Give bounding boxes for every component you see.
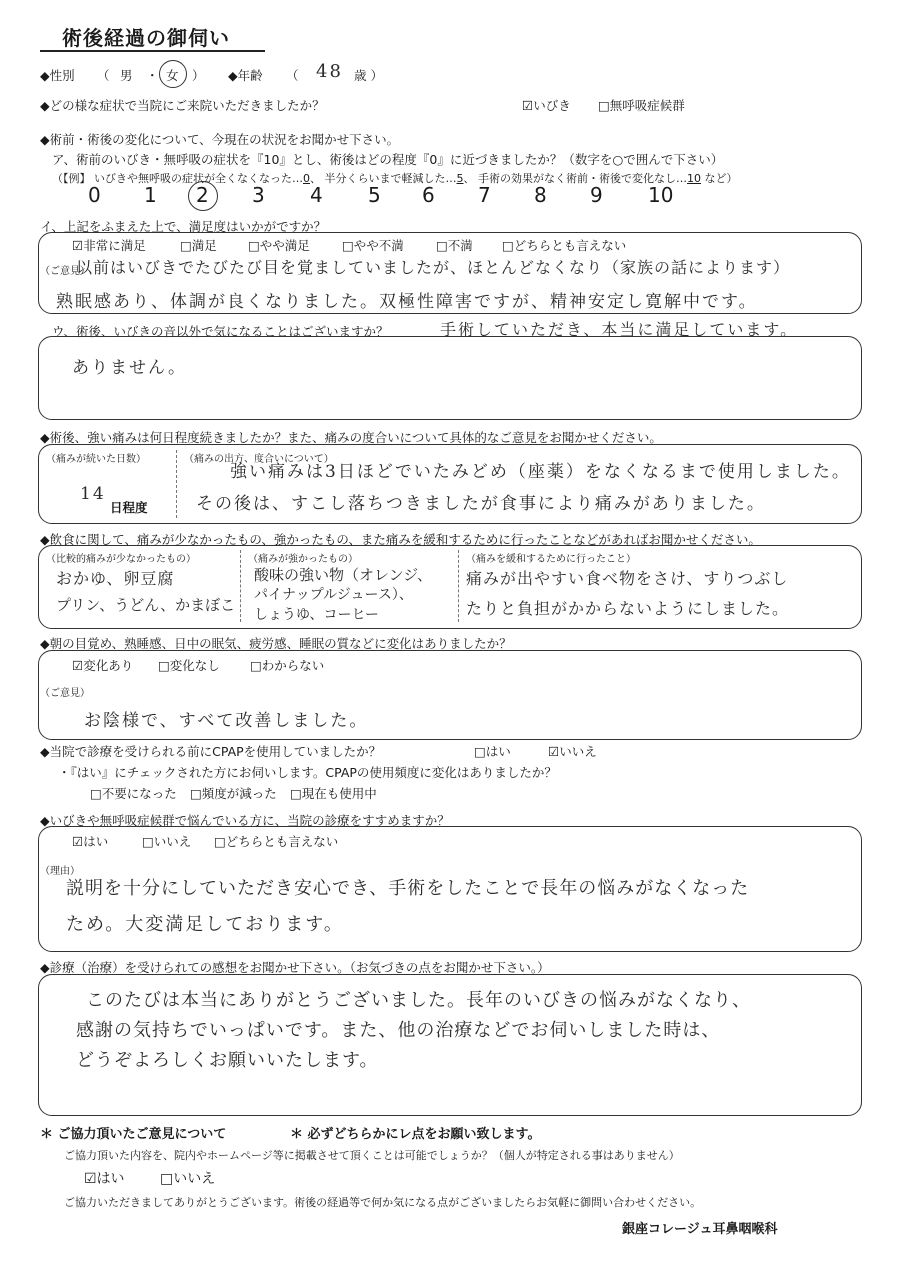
example-label: （【例】 [52,172,91,185]
impression-question: ◆診療（治療）を受けられての感想をお聞かせ下さい。（お気づきの点をお聞かせ下さい。） [40,960,550,975]
food-col1-label: （比較的痛みが少なかったもの） [46,554,196,565]
sleep-option-unknown[interactable]: □わからない [250,658,325,673]
change-header: ◆術前・術後の変化について、今現在の状況をお聞かせ下さい。 [40,132,400,147]
sleep-option-unchanged[interactable]: □変化なし [158,658,220,673]
title-underline [40,50,265,52]
example-3: 、 手術の効果がなく術前・術後で変化なし… [463,172,687,185]
symptom-option-snoring[interactable]: ☑いびき [522,98,571,113]
cpap-followup-reduced[interactable]: □頻度が減った [190,786,277,801]
cpap-followup: ・『はい』にチェックされた方にお伺いします。CPAPの使用頻度に変化はありましたか？ [58,765,557,780]
footer-thanks: ご協力いただきましてありがとうございます。術後の経過等で何か気になる点がございましたらお気軽に御問い合わせください。 [64,1196,702,1209]
scale-option-0[interactable]: 0 [88,183,101,207]
scale-option-8[interactable]: 8 [534,183,547,207]
example-3-value: 10 [687,172,701,185]
sleep-option-changed[interactable]: ☑変化あり [72,658,134,673]
pain-divider [176,450,177,518]
pain-detail-label: （痛みの出方、度合いについて） [184,454,334,465]
recommend-question: ◆いびきや無呼吸症候群で悩んでいる方に、当院の診療をすすめますか？ [40,813,450,828]
sleep-question: ◆朝の目覚め、熟睡感、日中の眠気、疲労感、睡眠の質などに変化はありましたか？ [40,636,512,651]
pain-detail-line2[interactable]: その後は、すこし落ちつきましたが食事により痛みがありました。 [196,494,766,514]
example-2-value: 5 [456,172,464,185]
recommend-option-yes[interactable]: ☑はい [72,834,109,849]
example-2: 、 半分くらいまで軽減した… [310,172,457,185]
sat-answer-line2[interactable]: 熟眠感あり、体調が良くなりました。双極性障害ですが、精神安定し寛解中です。 [56,292,758,312]
cpap-question: ◆当院で診療を受けられる前にCPAPを使用していましたか？ [40,744,382,759]
recommend-reason-label: （理由） [40,866,80,877]
impression-answer-line3[interactable]: どうぞよろしくお願いいたします。 [76,1050,379,1071]
cpap-followup-still[interactable]: □現在も使用中 [290,786,377,801]
other-concern-question: ウ、術後、いびきの音以外で気になることはございますか？ [52,324,389,339]
gender-female[interactable]: 女 [166,68,179,83]
food-col3-line2[interactable]: たりと負担がかからないようにしました。 [466,599,790,618]
gender-male[interactable]: 男 [120,68,133,83]
sat-opinion-label: （ご意見） [40,266,90,277]
example-end: など） [704,172,738,185]
gender-paren-close: ） [192,68,205,83]
example-1-value: 0 [303,172,310,185]
scale-option-9[interactable]: 9 [590,183,603,207]
pain-days-value[interactable]: 14 [80,484,106,504]
sat-option-unsat[interactable]: □不満 [436,238,473,253]
sat-option-somewhat[interactable]: □やや満足 [248,238,310,253]
sat-answer-line1[interactable]: 以前はいびきでたびたび目を覚ましていましたが、ほとんどなくなり（家族の話によります） [76,258,791,277]
footer-notice-opinions: ＊ ご協力頂いたご意見について [40,1127,227,1142]
scale-option-2[interactable]: 2 [196,183,209,207]
age-unit: 歳 ） [354,68,383,83]
recommend-answer-line2[interactable]: ため。大変満足しております。 [66,914,344,935]
pain-detail-line1[interactable]: 強い痛みは3日ほどでいたみどめ（座薬）をなくなるまで使用しました。 [230,462,851,482]
symptom-option-apnea[interactable]: □無呼吸症候群 [598,98,685,113]
recommend-option-neither[interactable]: □どちらとも言えない [214,834,339,849]
scale-option-6[interactable]: 6 [422,183,435,207]
sleep-answer[interactable]: お陰様で、すべて改善しました。 [84,711,369,731]
scale-option-7[interactable]: 7 [478,183,491,207]
page-title: 術後経過の御伺い [62,26,230,50]
clinic-name: 銀座コレージュ耳鼻咽喉科 [622,1222,778,1237]
gender-sep: ・ [146,68,159,83]
food-col3-line1[interactable]: 痛みが出やすい食べ物をさけ、すりつぶし [466,569,789,588]
age-paren-open: （ [286,68,299,83]
pain-days-unit: 日程度 [110,500,148,515]
food-divider-2 [458,550,459,622]
symptoms-question: ◆どの様な症状で当院にご来院いただきましたか？ [40,98,325,113]
food-col2-line2[interactable]: パイナップルジュース）、 [254,587,413,603]
food-col1-line1[interactable]: おかゆ、卵豆腐 [56,569,175,588]
gender-label: ◆性別 [40,68,75,83]
pain-question: ◆術後、強い痛みは何日程度続きましたか？また、痛みの度合いについて具体的なご意見をお聞かせください。 [40,430,662,445]
recommend-option-no[interactable]: □いいえ [142,834,192,849]
impression-answer-line1[interactable]: このたびは本当にありがとうございました。長年のいびきの悩みがなくなり、 [86,990,751,1011]
pain-days-label: （痛みが続いた日数） [46,454,146,465]
sat-option-very[interactable]: ☑非常に満足 [72,238,146,253]
sat-option-satisfied[interactable]: □満足 [180,238,217,253]
scale-option-4[interactable]: 4 [310,183,323,207]
scale-option-3[interactable]: 3 [252,183,265,207]
age-value[interactable]: 48 [316,61,343,82]
food-col2-label: （痛みが強かったもの） [248,554,358,565]
cpap-option-no[interactable]: ☑いいえ [548,744,597,759]
example-1: いびきや無呼吸の症状が全くなくなった… [94,172,303,185]
food-col2-line1[interactable]: 酸味の強い物（オレンジ、 [254,566,433,584]
age-label: ◆年齢 [228,68,263,83]
consent-option-yes[interactable]: ☑はい [84,1171,125,1187]
satisfaction-question: イ、上記をふまえた上で、満足度はいかがですか？ [40,219,327,234]
scale-selected-circle [188,181,218,211]
cpap-followup-unneeded[interactable]: □不要になった [90,786,177,801]
footer-notice-check: ＊ 必ずどちらかにレ点をお願い致します。 [290,1127,541,1142]
sat-answer-line3[interactable]: 手術していただき、本当に満足しています。 [440,320,799,339]
food-col1-line2[interactable]: プリン、うどん、かまぼこ [56,596,236,614]
consent-question: ご協力頂いた内容を、院内やホームページ等に掲載させて頂くことは可能でしょうか？（個人が特定される事はありません） [64,1149,680,1162]
recommend-answer-line1[interactable]: 説明を十分にしていただき安心でき、手術をしたことで長年の悩みがなくなった [66,878,750,899]
impression-answer-line2[interactable]: 感謝の気持ちでいっぱいです。また、他の治療などでお伺いしました時は、 [76,1020,721,1041]
other-concern-box [38,336,862,420]
consent-option-no[interactable]: □いいえ [160,1171,216,1187]
scale-option-1[interactable]: 1 [144,183,157,207]
scale-option-5[interactable]: 5 [368,183,381,207]
change-question: ア、術前のいびき・無呼吸の症状を『10』とし、術後はどの程度『0』に近づきましたか？（数字を○で囲んで下さい） [52,152,724,167]
food-col3-label: （痛みを緩和するために行ったこと） [466,554,636,565]
gender-selected-circle [159,60,187,88]
other-concern-answer[interactable]: ありません。 [72,358,188,378]
sat-option-neither[interactable]: □どちらとも言えない [502,238,627,253]
cpap-option-yes[interactable]: □はい [474,744,511,759]
sat-option-somewhat-unsat[interactable]: □やや不満 [342,238,404,253]
food-col2-line3[interactable]: しょうゆ、コーヒー [254,607,379,623]
food-divider-1 [240,550,241,622]
scale-option-10[interactable]: 10 [648,183,674,207]
gender-paren-open: （ [97,68,110,83]
food-question: ◆飲食に関して、痛みが少なかったもの、強かったもの、また痛みを緩和するために行ったことなどがあればお聞かせください。 [40,532,761,547]
sleep-opinion-label: （ご意見） [40,688,90,699]
